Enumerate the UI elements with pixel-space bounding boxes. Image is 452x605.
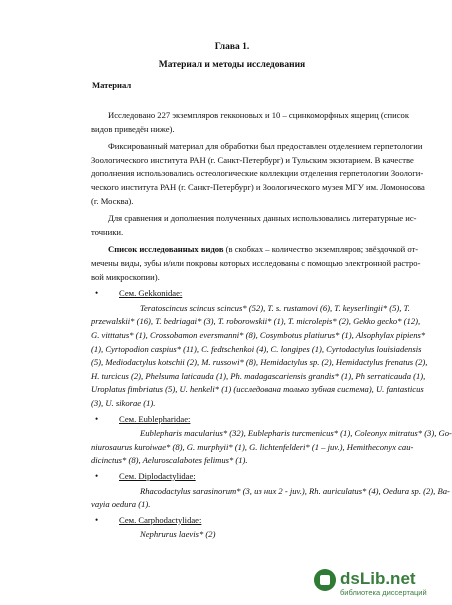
watermark-site: dsLib.net bbox=[340, 569, 416, 588]
species-line: (5), Mediodactylus kotschii (2), M. russowi* (8), Hemidactylus sp. (2), Hemidactylus frenatus (2), bbox=[91, 357, 428, 368]
family-name: Сем. Carphodactylidae: bbox=[119, 514, 202, 525]
paragraph-line: вой микроскопии). bbox=[91, 271, 160, 282]
paragraph-line: видов приведён ниже). bbox=[91, 123, 175, 134]
dslib-logo-icon bbox=[314, 569, 336, 591]
paragraph-line: Для сравнения и дополнения полученных данных использовались литературные ис- bbox=[108, 213, 417, 224]
family-item bbox=[119, 515, 373, 526]
family-item bbox=[119, 471, 373, 482]
species-list-intro bbox=[108, 244, 419, 255]
species-line: niurosaurus kuroiwae* (8), G. murphyii* (1), G. lichtenfelderi* (1 – juv.), Hemitheconyx cau- bbox=[91, 441, 414, 452]
species-line: Eublepharis macularius* (32), Eublepharis turcmenicus* (1), Coleonyx mitratus* (3), Go- bbox=[140, 428, 452, 439]
paragraph-line: Зоологического института РАН (г. Санкт-Петербург) и Тульским экзотарием. В качестве bbox=[91, 154, 414, 165]
paragraph-line: (г. Москва). bbox=[91, 195, 134, 206]
species-line: Rhacodactylus sarasinorum* (3, из них 2 - juv.), Rh. auriculatus* (4), Oedura sp. (2), Ba- bbox=[140, 485, 450, 496]
family-item bbox=[119, 288, 373, 299]
species-line: (1), Cyrtopodion caspius* (11), C. fedtschenkoi (4), C. longipes (1), Cyrtodactylus louisiadensis bbox=[91, 343, 422, 354]
species-list-title: Список исследованных видов bbox=[108, 244, 224, 255]
family-name: Сем. Eublepharidae: bbox=[119, 413, 191, 424]
family-name: Сем. Gekkonidae: bbox=[119, 288, 183, 299]
chapter-title: Глава 1. bbox=[214, 42, 250, 52]
species-line: dicinctus* (8), Aeluroscalabotes felimus* (1). bbox=[91, 455, 248, 466]
family-item bbox=[119, 414, 373, 425]
paragraph-line: точники. bbox=[91, 226, 124, 237]
paragraph-line: мечены виды, зубы и/или покровы которых исследованы с помощью электронной растро- bbox=[91, 258, 421, 268]
species-line: (3), U. sikorae (1). bbox=[91, 398, 156, 408]
species-line: vayia oedura (1). bbox=[91, 499, 151, 510]
paragraph-line: дополнения использовались остеологические коллекции отделения герпетологии Зоологи- bbox=[91, 168, 424, 179]
species-line: H. turcicus (2), Phelsuma laticauda (1), Ph. madagascariensis grandis* (1), Ph serraticauda (1), bbox=[91, 370, 426, 381]
species-line: przewalskii* (16), T. bedriagai* (3), T. roborowskii* (1), T. microlepis* (2), Gekko gecko* (12), bbox=[91, 316, 421, 327]
chapter-heading: Материал и методы исследования bbox=[158, 60, 306, 70]
paragraph-line: ческого института РАН (г. Санкт-Петербург) и Зоологического музея МГУ им. Ломоносова bbox=[91, 182, 425, 192]
species-line: Uroplatus fimbriatus (5), U. henkeli* (1) (исследована только зубная система), U. fantasticus bbox=[91, 384, 424, 395]
paragraph-line: Фиксированный материал для обработки был предоставлен отделением герпетологии bbox=[108, 141, 423, 152]
family-name: Сем. Diplodactylidae: bbox=[119, 471, 196, 481]
species-line: G. vitttatus* (1), Crossobamon eversmanni* (8), Cosymbotus platiurus* (1), Alsophylax pipiens* bbox=[91, 330, 426, 340]
section-title: Материал bbox=[92, 80, 132, 90]
watermark-subtitle: библиотека диссертаций bbox=[340, 588, 427, 597]
watermark bbox=[314, 569, 442, 599]
paragraph-line: Исследовано 227 экземпляров гекконовых и 10 – сцинкоморфных ящериц (список bbox=[108, 110, 410, 120]
species-list-intro-text: (в скобках – количество экземпляров; звёздочкой от- bbox=[223, 244, 419, 255]
species-line: Teratoscincus scincus scincus* (52), T. s. rustamovi (6), T. keyserlingii* (5), T. bbox=[140, 302, 410, 313]
species-line: Nephrurus laevis* (2) bbox=[140, 529, 216, 540]
